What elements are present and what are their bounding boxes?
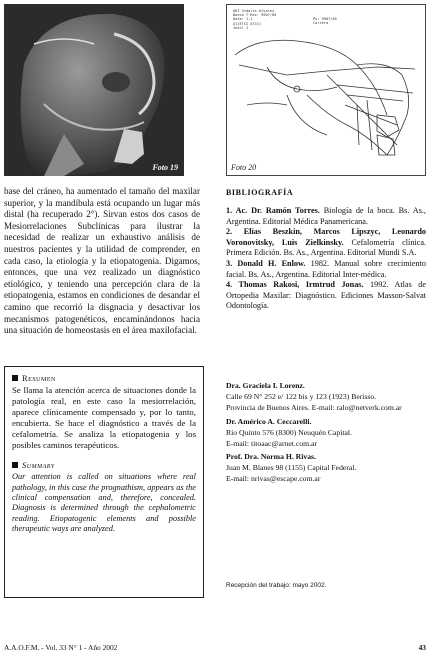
author-email: E-mail: titoaac@arnet.com.ar: [226, 438, 317, 448]
reference-details: 1992. Atlas de Ortopedia Maxilar: Diagnóstico. Ediciones Masson-Salvat Odontología.: [226, 280, 426, 311]
author-address: Calle 69 N° 252 e/ 122 bis y 123 (1923) Berisso.: [226, 391, 377, 401]
figure-20-tracing: [226, 4, 426, 176]
tracing-line: Carrera: [313, 21, 329, 26]
figure-19-caption: Foto 19: [152, 163, 178, 172]
received-date: Recepción del trabajo: mayo 2002.: [226, 582, 327, 589]
article-body-text: [4, 186, 200, 337]
author-contacts: [226, 381, 426, 485]
author-email: E-mail: nrivas@escape.com.ar: [226, 474, 321, 484]
reference-item: [226, 206, 426, 227]
bibliography-heading-label: BIBLIOGRAFÍA: [226, 188, 294, 197]
summary-text: Our attention is called on situations where real pathology, in this case the prognathism, appears as the clinical compensation and, therefore, concealed. Diagnosis is determined through the cephalometric reading. Etiopatogenic elements and possible therapeutic ways are analyzed.: [12, 472, 196, 533]
cephalometric-tracing-drawing: [227, 5, 425, 175]
resumen-heading: [12, 373, 196, 383]
tracing-line: Date: 1.1: [233, 17, 253, 22]
reference-authors: 1. Ac. Dr. Ramón Torres.: [226, 206, 320, 215]
bibliography-heading: [226, 188, 293, 197]
reference-authors: 2. Elías Beszkin, Marcos Lipszyc, Leonardo Voronovitsky, Luis Zielkinsky.: [226, 227, 426, 247]
reference-details: 1982. Manual sobre crecimiento facial. Bs. As., Argentina. Editorial Inter-médica.: [226, 258, 426, 279]
bullet-square-icon: [12, 375, 18, 381]
reference-item: [226, 280, 426, 312]
reference-item: [226, 259, 426, 280]
abstract-box: [4, 366, 204, 598]
author-email: Provincia de Buenos Aires. E-mail: ralo@netverk.com.ar: [226, 402, 402, 412]
body-paragraph: base del cráneo, ha aumentado el tamaño del maxilar superior, y la mandíbula está ocupando un lugar más distal (ha recuperado 2°). Sirvan estos dos casos de Mesiorrelaciones Subclínicas para ilustrar la necesidad de realizar un exhaustivo análisis de nuestros pacientes y la utilidad de comprender, en cada caso, la etiología y la etiopatogenia. Digamos, entonces, que una vez realizado un diagnóstico etiológico, y teniendo una percepción clara de la etiopatogenia, estamos en condiciones de desandar el camino que recorrió la disgnacia y desactivar los mecanismos patogenéticos, encaminándonos hacia una situación de homeostasis en el área maxilofacial.: [4, 186, 200, 336]
author-block: [226, 381, 426, 414]
reference-details: Cefalometría clínica. Primera Edición. Bs. As., Argentina. Editorial Mundi S.A.: [226, 237, 427, 258]
reference-details: Biología de la boca. Bs. As., Argentina. Editorial Médica Panamericana.: [226, 206, 426, 226]
reference-authors: 3. Donald H. Enlow.: [226, 258, 306, 268]
author-name: Prof. Dra. Norma H. Rivas.: [226, 452, 316, 462]
page-number: 43: [418, 643, 426, 652]
tracing-line: Jnerl J: [233, 25, 249, 30]
author-name: Dra. Graciela I. Lorenz.: [226, 381, 305, 390]
figure-19-radiograph: [4, 4, 184, 176]
author-address: Juan M. Blanes 98 (1155) Capital Federal.: [226, 463, 357, 473]
figure-20-caption: Foto 20: [231, 163, 257, 172]
summary-heading-label: Summary: [22, 460, 55, 471]
reference-authors: 4. Thomas Rakosi, Irmtrud Jonas.: [226, 280, 364, 290]
tracing-line: Ps: 9907/05: [313, 17, 337, 21]
tracing-line: X1(ETCS ATCS): [233, 21, 262, 26]
tracing-line: Boeco T Rec: 9907/05: [233, 13, 277, 18]
resumen-text: Se llama la atención acerca de situaciones donde la patología real, en este caso la mesiorrelación, aparece clínicamente compensado y, por lo tanto, encubierta. Se hace el diagnóstico a través de la cefalometría. Se analiza la etiopatogenia y los posibles caminos terapéuticos.: [12, 385, 196, 450]
tracing-line: ARI Vidalis Alvarez: [233, 9, 275, 13]
reference-item: [226, 227, 426, 259]
summary-heading: [12, 460, 196, 470]
author-name: Dr. Américo A. Ceccarelli.: [226, 416, 312, 426]
bullet-square-icon: [12, 462, 18, 468]
journal-citation: A.A.O.F.M. - Vol. 33 N° 1 - Año 2002: [4, 643, 118, 652]
resumen-heading-label: Resumen: [22, 373, 56, 383]
author-block: [226, 452, 426, 485]
author-block: [226, 417, 426, 450]
bibliography-list: [226, 206, 426, 312]
author-address: Río Quinto 576 (8300) Neuquén Capital.: [226, 427, 352, 437]
radiograph-image: [4, 4, 184, 176]
